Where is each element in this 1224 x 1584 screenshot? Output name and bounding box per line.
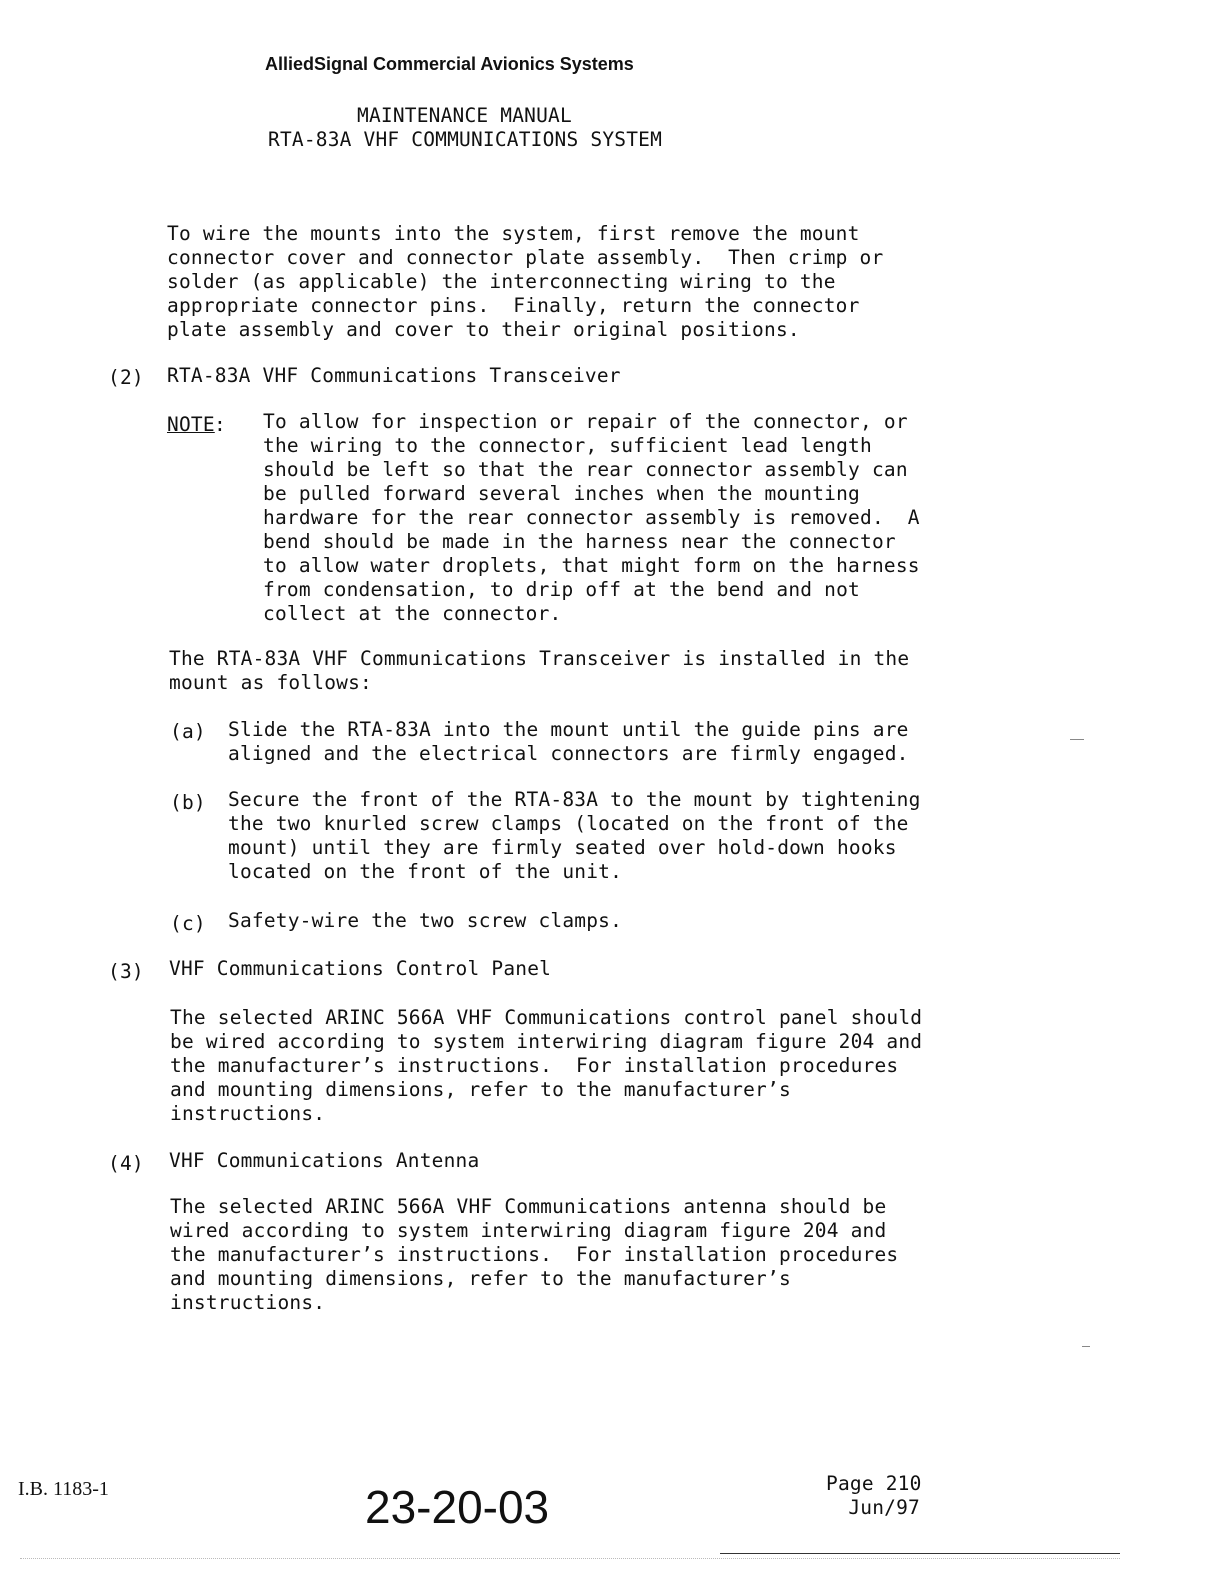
section-3-number: (3) [108,960,144,983]
item-line: Secure the front of the RTA-83A to the mount by tightening [228,788,921,811]
paragraph-line: wired according to system interwiring diagram figure 204 and [170,1219,887,1242]
system-title: RTA-83A VHF COMMUNICATIONS SYSTEM [268,128,663,151]
paragraph-line: be wired according to system interwiring diagram figure 204 and [170,1030,923,1053]
note-colon: : [214,413,226,436]
note-line: the wiring to the connector, sufficient lead length [263,434,872,457]
paragraph-line: solder (as applicable) the interconnecting wiring to the [167,270,836,293]
note-line: to allow water droplets, that might form on the harness [263,554,920,577]
intro-paragraph [167,222,883,342]
paragraph-line: The selected ARINC 566A VHF Communications antenna should be [170,1195,887,1218]
paragraph-line: The RTA-83A VHF Communications Transceiver is installed in the [169,647,910,670]
note-line: hardware for the rear connector assembly is removed. A [263,506,920,529]
note-line: To allow for inspection or repair of the connector, or [263,410,908,433]
section-2-body [169,647,909,695]
note-line: collect at the connector. [263,602,562,625]
paragraph-line: the manufacturer’s instructions. For installation procedures [170,1243,899,1266]
item-c-letter: (c) [170,912,206,935]
paragraph-line: connector cover and connector plate assembly. Then crimp or [167,246,884,269]
item-a-text [228,718,909,766]
paragraph-line: appropriate connector pins. Finally, return the connector [167,294,860,317]
item-a-letter: (a) [170,720,206,743]
note-label: NOTE [167,413,215,436]
item-b-letter: (b) [170,791,206,814]
paragraph-line: plate assembly and cover to their original positions. [167,318,800,341]
document-id: I.B. 1183-1 [18,1478,109,1500]
footer-rule [720,1553,1120,1554]
page-number: Page 210 [826,1472,922,1495]
item-line: Safety-wire the two screw clamps. [228,909,623,932]
scan-mark [1070,739,1084,740]
scan-edge [20,1558,1120,1559]
page-info [826,1472,920,1520]
note-line: bend should be made in the harness near the connector [263,530,896,553]
note-line: should be left so that the rear connector assembly can [263,458,908,481]
section-2-title: RTA-83A VHF Communications Transceiver [167,364,621,387]
section-3-body [170,1006,922,1126]
item-b-text [228,788,921,884]
manual-title: MAINTENANCE MANUAL [357,104,572,127]
note-text [263,410,920,626]
item-line: the two knurled screw clamps (located on the front of the [228,812,909,835]
section-4-body [170,1195,898,1315]
note-line: from condensation, to drip off at the bend and not [263,578,860,601]
paragraph-line: and mounting dimensions, refer to the manufacturer’s [170,1267,791,1290]
note-line: be pulled forward several inches when the mounting [263,482,860,505]
chapter-number: 23-20-03 [365,1481,550,1533]
paragraph-line: instructions. [170,1102,326,1125]
section-4-title: VHF Communications Antenna [169,1149,480,1172]
paragraph-line: the manufacturer’s instructions. For installation procedures [170,1054,899,1077]
item-line: aligned and the electrical connectors are firmly engaged. [228,742,909,765]
item-c-text [228,909,622,933]
section-4-number: (4) [108,1152,144,1175]
section-3-title: VHF Communications Control Panel [169,957,552,980]
paragraph-line: and mounting dimensions, refer to the manufacturer’s [170,1078,791,1101]
section-2-number: (2) [108,366,144,389]
item-line: mount) until they are firmly seated over hold-down hooks [228,836,897,859]
scan-mark [1082,1346,1090,1347]
item-line: located on the front of the unit. [228,860,623,883]
paragraph-line: instructions. [170,1291,326,1314]
company-name: AlliedSignal Commercial Avionics Systems [265,54,634,74]
item-line: Slide the RTA-83A into the mount until the guide pins are [228,718,909,741]
paragraph-line: To wire the mounts into the system, first remove the mount [167,222,860,245]
paragraph-line: The selected ARINC 566A VHF Communications control panel should [170,1006,923,1029]
revision-date: Jun/97 [848,1496,920,1519]
paragraph-line: mount as follows: [169,671,372,694]
